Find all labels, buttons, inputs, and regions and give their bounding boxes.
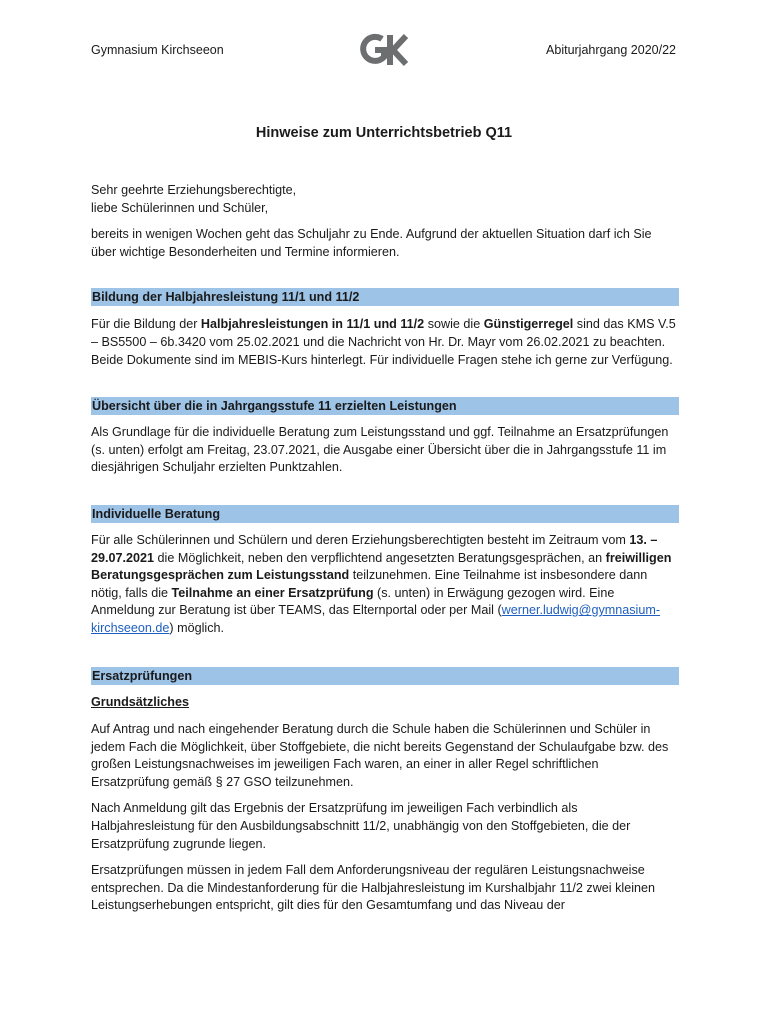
section1-paragraph — [91, 316, 679, 369]
greeting-line-2: liebe Schülerinnen und Schüler, — [91, 200, 269, 215]
document-body — [91, 182, 679, 915]
section3-text-3: teilzunehmen. Eine Teilnahme ist insbesondere dann nötig, falls die — [91, 568, 648, 600]
school-logo-icon — [360, 33, 408, 67]
section2-paragraph: Als Grundlage für die individuelle Beratung zum Leistungsstand und ggf. Teilnahme an Ersatzprüfungen (s. unten) erfolgt am Freitag, 23.07.2021, die Ausgabe einer Übersicht über die in Jahrgangsstufe 11 im diesjährigen Schuljahr erzielten Punktzahlen. — [91, 425, 669, 475]
section1-text-2: sowie die — [424, 317, 484, 332]
section3-text-2: die Möglichkeit, neben den verpflichtend angesetzten Beratungsgesprächen, an — [154, 550, 606, 565]
section3-bold-3: Teilnahme an einer Ersatzprüfung — [171, 585, 374, 600]
section3-text-5: ) möglich. — [169, 620, 225, 635]
section3-bold-dates: 13. – 29.07.2021 — [91, 532, 658, 565]
section1-bold-1: Halbjahresleistungen in 11/1 und 11/2 — [200, 317, 425, 332]
greeting-line-1: Sehr geehrte Erziehungsberechtigte, — [91, 183, 297, 197]
section4-paragraph-2: Nach Anmeldung gilt das Ergebnis der Ersatzprüfung im jeweiligen Fach verbindlich als Halbjahresleistung für den Ausbildungsabschnitt 11/2, unabhängig von den Stoffgebieten, die der Ersatzprüfung zugrunde liegen. — [91, 801, 631, 851]
email-link[interactable]: werner.ludwig@gymnasium-kirchseeon.de — [91, 603, 661, 635]
header-year: Abiturjahrgang 2020/22 — [546, 43, 676, 57]
section3-text-4: (s. unten) in Erwägung gezogen wird. Eine Anmeldung zur Beratung ist über TEAMS, das Elternportal oder per Mail ( — [91, 585, 615, 618]
section4-paragraph-3: Ersatzprüfungen müssen in jedem Fall dem Anforderungsniveau der regulären Leistungsnachweise entsprechen. Da die Mindestanforderung für die Halbjahresleistung im Kurshalbjahr 11/2 zwei kleinen Leistungserhebungen entspricht, gilt dies für den Gesamtumfang und das Niveau der — [91, 863, 656, 913]
header-school-name: Gymnasium Kirchseeon — [91, 43, 224, 57]
section-heading-beratung: Individuelle Beratung — [91, 505, 679, 523]
section1-text-3: sind das KMS V.5 – BS5500 – 6b.3420 vom 25.02.2021 und die Nachricht von Hr. Dr. Mayr vom 26.02.2021 zu beachten. Beide Dokumente sind im MEBIS-Kurs hinterlegt. Für individuelle Fragen stehe ich gerne zur Verfügung. — [91, 317, 676, 367]
section3-paragraph — [91, 532, 679, 638]
section3-text-1: Für alle Schülerinnen und Schülern und deren Erziehungsberechtigten besteht im Zeitraum vom — [91, 532, 630, 547]
page-title: Hinweise zum Unterrichtsbetrieb Q11 — [255, 125, 513, 141]
intro-paragraph: bereits in wenigen Wochen geht das Schuljahr zu Ende. Aufgrund der aktuellen Situation darf ich Sie über wichtige Besonderheiten und Termine informieren. — [91, 227, 652, 259]
subheading-grundsaetzliches: Grundsätzliches — [91, 694, 189, 709]
section-heading-ersatzpruefungen: Ersatzprüfungen — [91, 667, 679, 685]
section4-paragraph-1: Auf Antrag und nach eingehender Beratung durch die Schule haben die Schülerinnen und Schüler in jedem Fach die Möglichkeit, über Stoffgebiete, die nicht bereits Gegenstand der Schulaufgabe bzw. des großen Leistungsnachweises im jeweiligen Fach waren, an einer in aller Regel schriftlichen Ersatzprüfung gemäß § 27 GSO teilzunehmen. — [91, 722, 669, 789]
section3-bold-2: freiwilligen Beratungsgesprächen zum Leistungsstand — [91, 550, 672, 583]
section1-text-1: Für die Bildung der — [91, 317, 201, 332]
section-heading-uebersicht: Übersicht über die in Jahrgangsstufe 11 erzielten Leistungen — [91, 397, 679, 415]
section-heading-halbjahresleistung: Bildung der Halbjahresleistung 11/1 und 11/2 — [91, 288, 679, 306]
section1-bold-2: Günstigerregel — [483, 317, 574, 332]
